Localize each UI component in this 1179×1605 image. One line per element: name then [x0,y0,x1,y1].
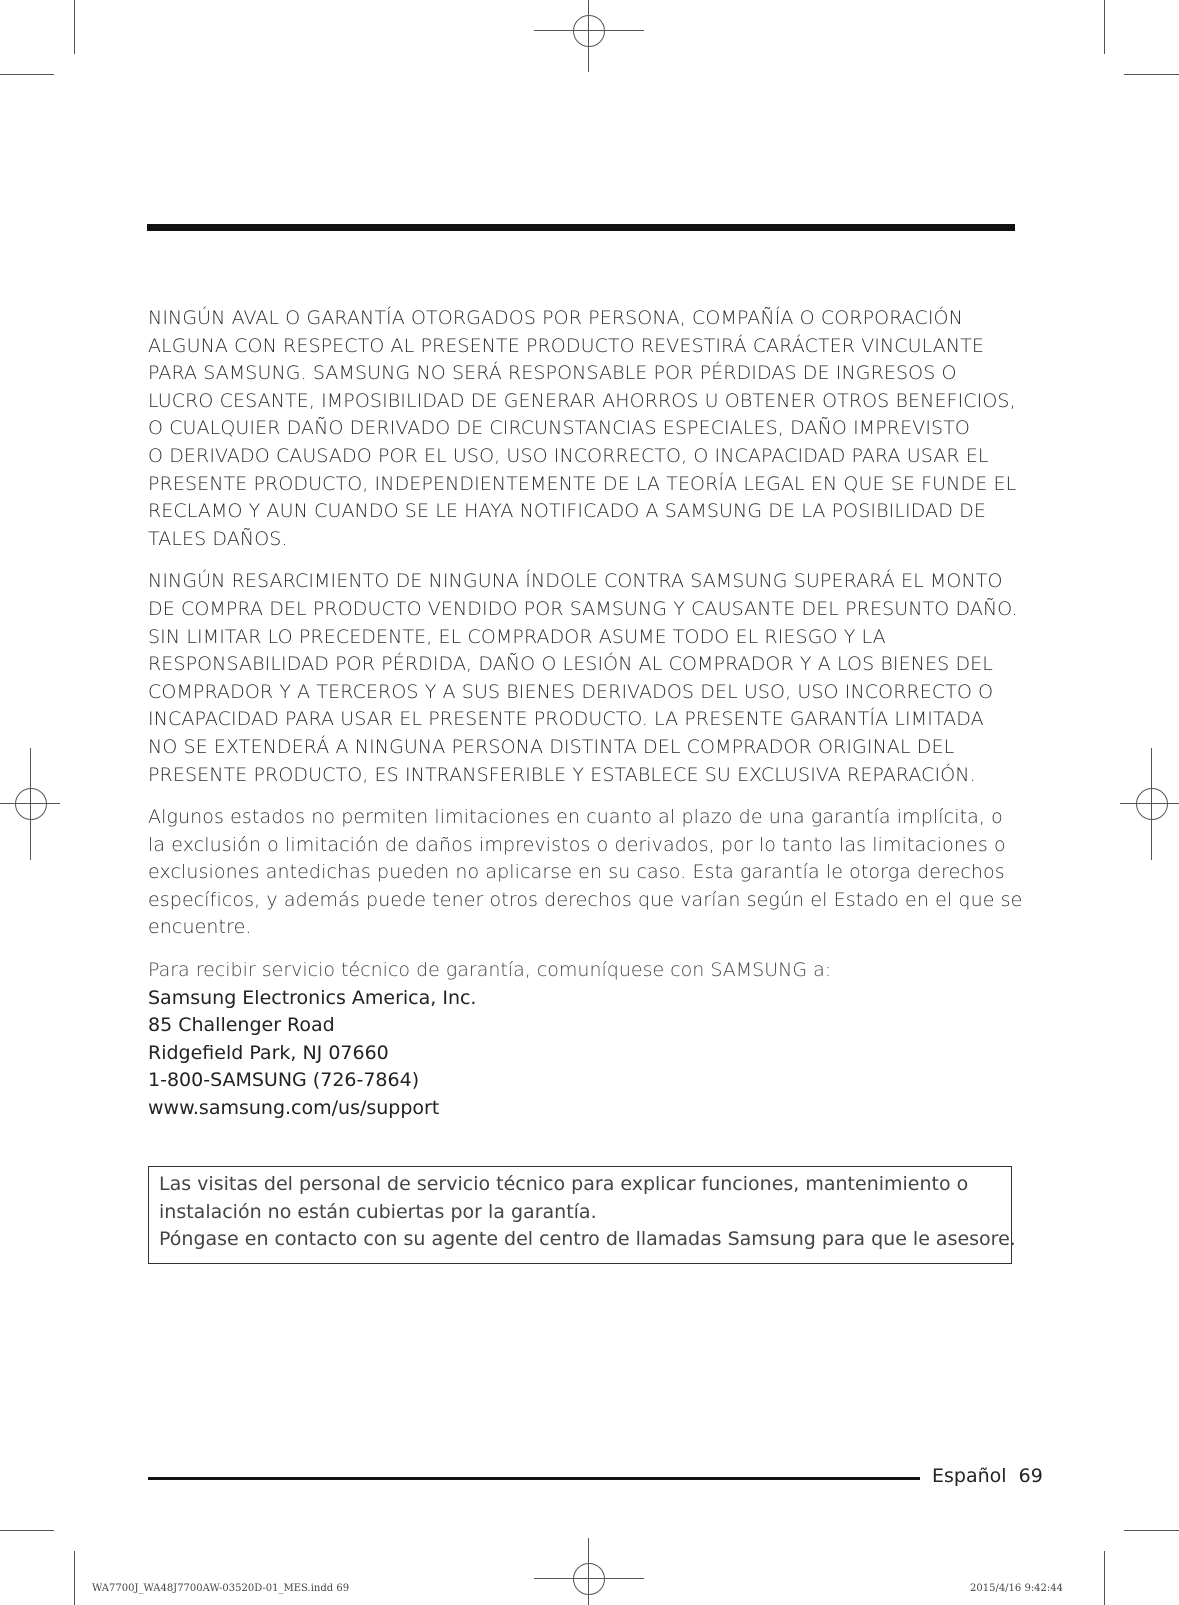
text-line: específicos, y además puede tener otros derechos que varían según el Estado en el que se [148,888,1023,911]
text-line: NINGÚN RESARCIMIENTO DE NINGUNA ÍNDOLE CONTRA SAMSUNG SUPERARÁ EL MONTO [148,570,1003,593]
text-line: RECLAMO Y AUN CUANDO SE LE HAYA NOTIFICADO A SAMSUNG DE LA POSIBILIDAD DE [148,500,986,523]
text-line: Algunos estados no permiten limitaciones en cuanto al plazo de una garantía implícita, o [148,806,1003,829]
print-slug-file: WA7700J_WA48J7700AW-03520D-01_MES.indd 69 [92,1583,350,1594]
registration-circle-left [15,788,47,820]
registration-circle-bottom [573,1563,605,1595]
text-line: DE COMPRA DEL PRODUCTO VENDIDO POR SAMSUNG Y CAUSANTE DEL PRESUNTO DAÑO. [148,597,1018,620]
text-line: TALES DAÑOS. [148,527,288,550]
registration-circle-top [573,15,605,47]
crop-mark-bottom-left-h [0,1530,54,1531]
crop-mark-top-right-h [1124,74,1179,75]
footer-language: Español [932,1465,1007,1487]
contact-website: www.samsung.com/us/support [148,1097,440,1120]
footer-rule [148,1477,920,1480]
crop-mark-top-left-h [0,74,54,75]
text-line: PRESENTE PRODUCTO, ES INTRANSFERIBLE Y ESTABLECE SU EXCLUSIVA REPARACIÓN. [148,763,976,786]
contact-intro: Para recibir servicio técnico de garantía, comuníquese con SAMSUNG a: [148,959,832,982]
text-line: COMPRADOR Y A TERCEROS Y A SUS BIENES DERIVADOS DEL USO, USO INCORRECTO O [148,680,994,703]
text-line: PARA SAMSUNG. SAMSUNG NO SERÁ RESPONSABLE POR PÉRDIDAS DE INGRESOS O [148,362,957,385]
crop-mark-top-right-v [1104,0,1105,54]
legal-paragraph-3 [148,804,1023,942]
text-line: PRESENTE PRODUCTO, INDEPENDIENTEMENTE DE LA TEORÍA LEGAL EN QUE SE FUNDE EL [148,472,1017,495]
text-line: la exclusión o limitación de daños imprevistos o derivados, por lo tanto las limitaciones o [148,833,1006,856]
service-note-box [148,1166,1016,1264]
section-top-rule [147,224,1015,231]
print-slug-timestamp: 2015/4/16 9:42:44 [970,1583,1064,1594]
text-line: RESPONSABILIDAD POR PÉRDIDA, DAÑO O LESIÓN AL COMPRADOR Y A LOS BIENES DEL [148,653,993,676]
legal-paragraph-2 [148,568,1023,789]
crop-mark-bottom-left-v [74,1551,75,1605]
text-line: NINGÚN AVAL O GARANTÍA OTORGADOS POR PERSONA, COMPAÑÍA O CORPORACIÓN [148,307,963,329]
text-line: LUCRO CESANTE, IMPOSIBILIDAD DE GENERAR AHORROS U OBTENER OTROS BENEFICIOS, [148,389,1016,412]
text-line: INCAPACIDAD PARA USAR EL PRESENTE PRODUCTO. LA PRESENTE GARANTÍA LIMITADA [148,708,984,731]
text-line: SIN LIMITAR LO PRECEDENTE, EL COMPRADOR ASUME TODO EL RIESGO Y LA [148,625,886,648]
text-line: exclusiones antedichas pueden no aplicarse en su caso. Esta garantía le otorga derechos [148,861,1005,884]
crop-mark-top-left-v [74,0,75,54]
text-line: O DERIVADO CAUSADO POR EL USO, USO INCORRECTO, O INCAPACIDAD PARA USAR EL [148,444,989,467]
text-line: ALGUNA CON RESPECTO AL PRESENTE PRODUCTO REVESTIRÁ CARÁCTER VINCULANTE [148,334,985,357]
note-line: Póngase en contacto con su agente del centro de llamadas Samsung para que le asesore. [159,1228,1016,1251]
contact-company: Samsung Electronics America, Inc. [148,986,477,1009]
text-line: O CUALQUIER DAÑO DERIVADO DE CIRCUNSTANCIAS ESPECIALES, DAÑO IMPREVISTO [148,417,970,440]
registration-circle-right [1136,788,1168,820]
legal-paragraph-1 [148,305,1023,553]
note-line: instalación no están cubiertas por la garantía. [159,1200,597,1223]
page-footer [932,1465,1043,1487]
crop-mark-bottom-right-h [1124,1530,1179,1531]
page-number: 69 [1018,1465,1043,1487]
text-line: NO SE EXTENDERÁ A NINGUNA PERSONA DISTINTA DEL COMPRADOR ORIGINAL DEL [148,735,955,758]
contact-phone: 1-800-SAMSUNG (726-7864) [148,1069,420,1092]
warranty-text [148,305,1023,1123]
note-line: Las visitas del personal de servicio técnico para explicar funciones, mantenimiento o [159,1173,969,1195]
contact-city: Ridgefield Park, NJ 07660 [148,1041,389,1064]
crop-mark-bottom-right-v [1104,1551,1105,1605]
contact-street: 85 Challenger Road [148,1014,335,1037]
contact-block [148,957,1023,1123]
text-line: encuentre. [148,916,252,939]
